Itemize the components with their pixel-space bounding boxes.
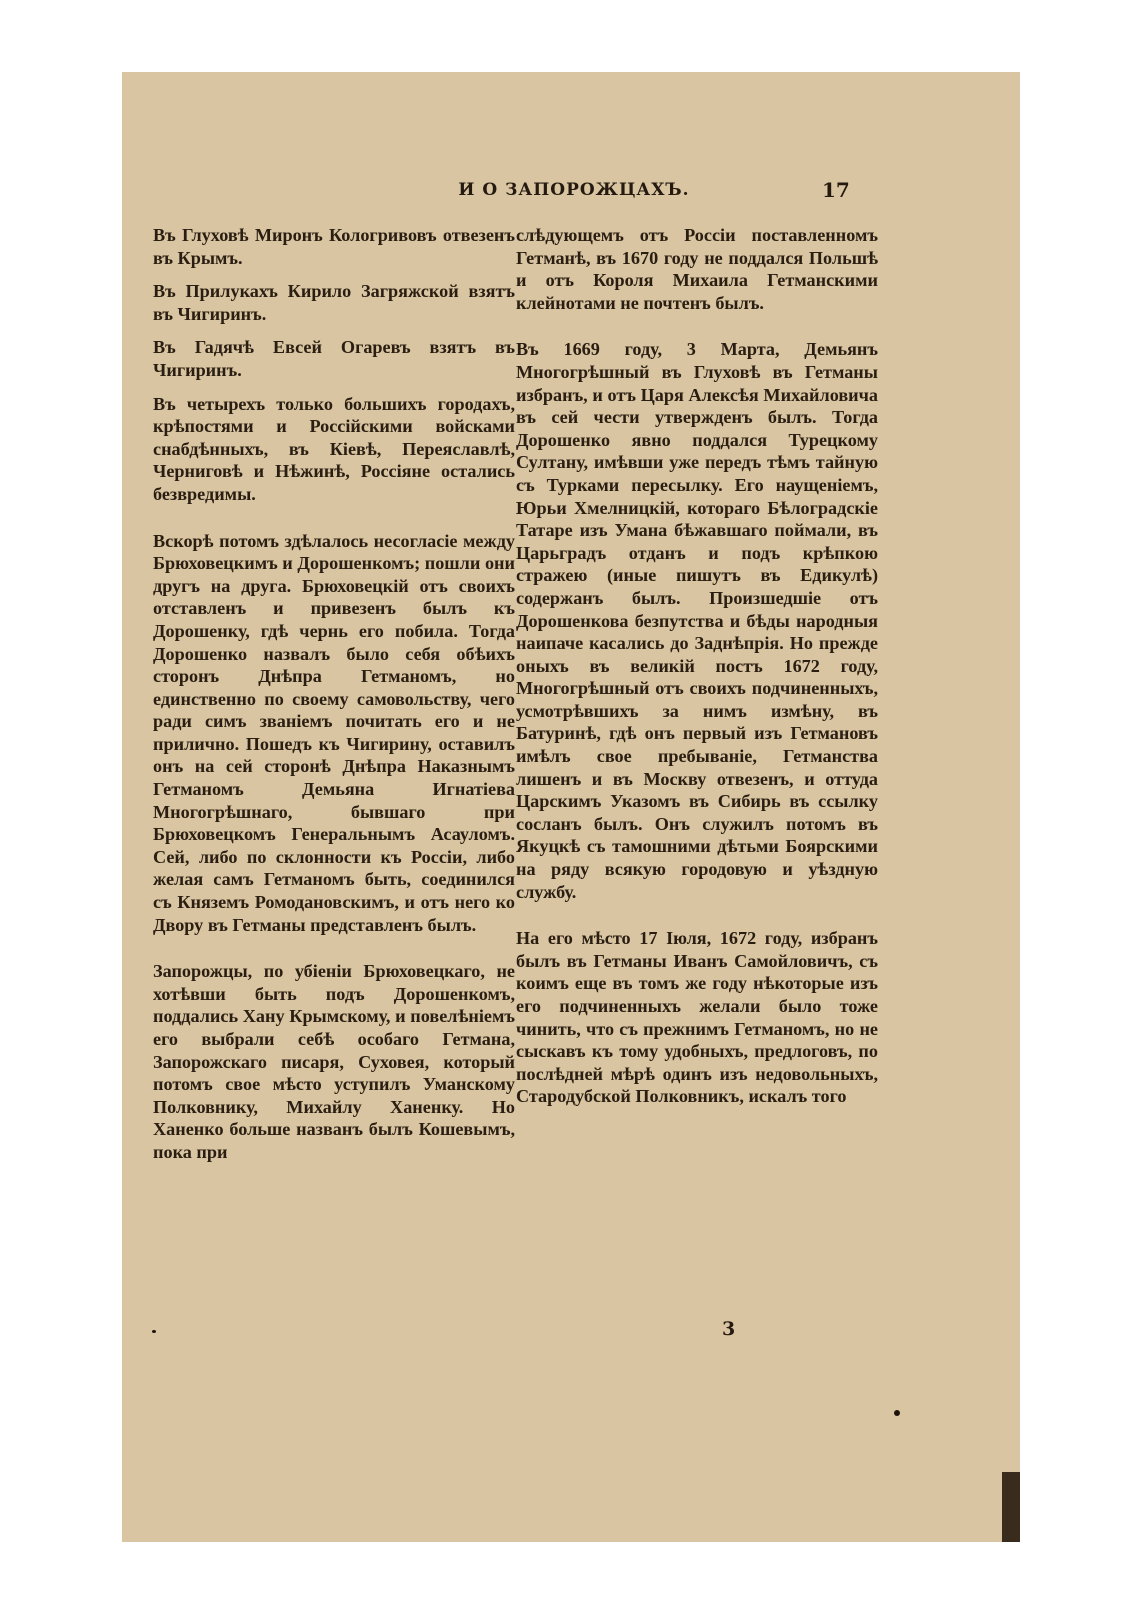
paragraph: Въ 1669 году, 3 Марта, Демьянъ Многогрѣшный въ Глуховѣ въ Гетманы избранъ, и отъ Царя Алексѣя Михайловича въ сей чести утвержденъ былъ. Тогда Дорошенко явно поддался Турецкому Султану, имѣвши уже передъ тѣмъ тайную съ Турками пересылку. Его наущеніемъ, Юрьи Хмелницкій, котораго Бѣлоградскіе Татаре изъ Умана бѣжавшаго поймали, въ Царьградъ отданъ и подъ крѣпкою стражею (иные пишутъ въ Едикулѣ) содержанъ былъ. Произшедшіе отъ Дорошенкова безпутства и бѣды народныя наипаче касались до Заднѣпрія. Но прежде оныхъ въ великій постъ 1672 году, Многогрѣшный отъ своихъ подчиненныхъ, усмотрѣвшихъ за нимъ измѣну, въ Батуринѣ, гдѣ онъ первый изъ Гетмановъ имѣлъ свое пребываніе, Гетманства лишенъ и въ Москву отвезенъ, и оттуда Царскимъ Указомъ въ Сибирь въ ссылку сосланъ былъ. Онъ служилъ потомъ въ Якуцкѣ съ тамошними дѣтьми Боярскими на ряду всякую городовую и уѣздную службу. — [516, 339, 878, 902]
paragraph: Вскорѣ потомъ здѣлалось несогласіе между Брюховецкимъ и Дорошенкомъ; пошли они другъ на друга. Брюховецкій отъ своихъ отставленъ и привезенъ былъ къ Дорошенку, гдѣ чернь его побила. Тогда Дорошенко назвалъ было себя обѣихъ сторонъ Днѣпра Гетманомъ, но единственно по своему самовольству, чего ради симъ званіемъ почитать его и не прилично. Пошедъ къ Чигирину, оставилъ онъ на сей сторонѣ Днѣпра Наказнымъ Гетманомъ Демьяна Игнатіева Многогрѣшнаго, бывшаго при Брюховецкомъ Генеральнымъ Асауломъ. Сей, либо по склонности къ Россіи, либо желая самъ Гетманомъ быть, соединился съ Княземъ Ромодановскимъ, и отъ него ко Двору въ Гетманы представленъ былъ. — [153, 530, 515, 935]
ink-speck — [894, 1410, 900, 1416]
page-edge-shadow — [1002, 1472, 1020, 1542]
signature-mark: 3 — [722, 1318, 736, 1340]
paragraph: Въ четырехъ только большихъ городахъ, крѣпостями и Россійскими войсками снабдѣнныхъ, въ Кіевѣ, Переяславлѣ, Черниговѣ и Нѣжинѣ, Россіяне остались безвредимы. — [153, 393, 515, 504]
paragraph: Въ Глуховѣ Миронъ Кологривовъ отвезенъ въ Крымъ. — [153, 225, 515, 268]
paragraph: слѣдующемъ отъ Россіи поставленномъ Гетманѣ, въ 1670 году не поддался Польшѣ и отъ Короля Михаила Гетманскими клейнотами не почтенъ былъ. — [516, 225, 878, 313]
book-page — [122, 72, 1020, 1542]
right-column — [516, 224, 878, 1108]
paragraph: Въ Гадячѣ Евсей Огаревъ взятъ въ Чигиринъ. — [153, 337, 515, 380]
paragraph: Въ Прилукахъ Кирило Загряжской взятъ въ Чигиринъ. — [153, 281, 515, 324]
running-header: И О ЗАПОРОЖЦАХЪ. — [458, 180, 690, 200]
left-column — [153, 224, 515, 1164]
ink-speck — [152, 1330, 156, 1333]
paragraph: На его мѣсто 17 Іюля, 1672 году, избранъ былъ въ Гетманы Иванъ Самойловичъ, съ коимъ еще въ томъ же году нѣкоторые изъ его подчиненныхъ желали было тоже чинить, что съ прежнимъ Гетманомъ, но не сыскавъ къ тому удобныхъ, предлоговъ, по послѣдней мѣрѣ одинъ изъ недовольныхъ, Стародубской Полковникъ, искалъ того — [516, 928, 878, 1107]
paragraph: Запорожцы, по убіеніи Брюховецкаго, не хотѣвши быть подъ Дорошенкомъ, поддались Хану Крымскому, и повелѣніемъ его выбрали себѣ особаго Гетмана, Запорожскаго писаря, Суховея, который потомъ свое мѣсто уступилъ Уманскому Полковнику, Михайлу Ханенку. Но Ханенко больше названъ былъ Кошевымъ, пока при — [153, 961, 515, 1162]
page-number: 17 — [822, 178, 850, 202]
